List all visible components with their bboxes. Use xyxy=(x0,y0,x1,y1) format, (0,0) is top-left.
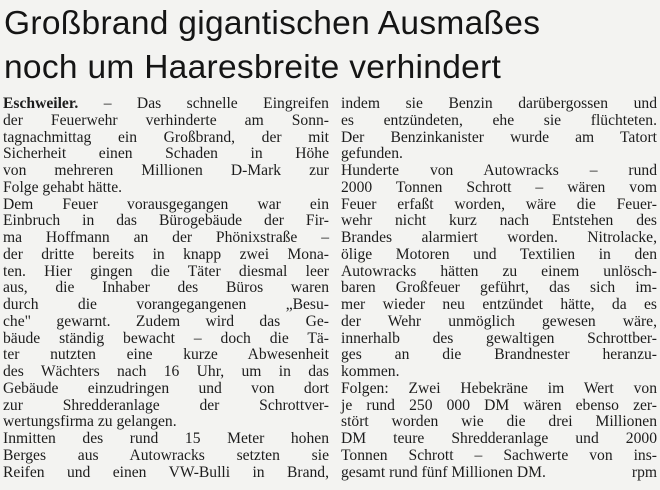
article-line: von mehreren Millionen D-Mark zur xyxy=(3,162,329,179)
dateline: Eschweiler. xyxy=(3,95,79,112)
headline xyxy=(4,2,656,90)
article-line: Berges aus Autowracks setzten sie xyxy=(3,446,329,464)
article-line: DM teure Shredderanlage und 2000 xyxy=(341,430,657,447)
article-line: Reifen und einen VW-Bulli in Brand, xyxy=(3,463,329,481)
article-left-column xyxy=(3,96,329,481)
headline-line-2: noch um Haaresbreite verhindert xyxy=(4,49,502,86)
article-line: indem sie Benzin darübergossen und xyxy=(341,95,657,112)
article-line: Folgen: Zwei Hebekräne im Wert von xyxy=(341,379,657,397)
article-line: wertungsfirma zu gelangen. xyxy=(3,413,177,431)
article-line: bäude ständig bewacht – doch die Tä- xyxy=(3,329,329,347)
article-line: Folge gehabt hätte. xyxy=(3,178,123,196)
article-line: mer wieder neu entzündet hätte, da es xyxy=(341,296,657,313)
article-line: kommen. xyxy=(341,363,400,380)
article-line: zur Shredderanlage der Schrottver- xyxy=(3,396,329,414)
article-line: Sicherheit einen Schaden in Höhe xyxy=(3,145,329,163)
article-line: ges an die Brandnester heranzu- xyxy=(341,346,657,364)
article-line: ter nutzten eine kurze Abwesenheit xyxy=(3,346,329,364)
article-line: Feuer erfaßt worden, wäre die Feuer- xyxy=(341,195,657,213)
article-line: stört worden wie die drei Millionen xyxy=(341,413,657,431)
article-line: durch die vorangegangenen „Besu- xyxy=(3,296,329,313)
article-line: che" gewarnt. Zudem wird das Ge- xyxy=(3,312,329,330)
article-line: Brandes alarmiert worden. Nitrolacke, xyxy=(341,229,657,246)
article-line: wehr nicht kurz nach Entstehen des xyxy=(341,212,657,230)
article-line: Autowracks hätten zu einem unlösch- xyxy=(341,262,657,280)
article-line: der dritte bereits in knapp zwei Mona- xyxy=(3,245,329,263)
article-line: gefunden. xyxy=(341,145,403,163)
article-line: baren Großfeuer geführt, das sich im- xyxy=(341,279,657,297)
article-line: Hunderte von Autowracks – rund xyxy=(341,162,657,179)
article-line: 2000 Tonnen Schrott – wären vom xyxy=(341,178,657,196)
article-line: ölige Motoren und Textilien in den xyxy=(341,245,657,263)
article-line: je rund 250 000 DM wären ebenso zer- xyxy=(341,396,657,414)
article-line: aus, die Inhaber des Büros waren xyxy=(3,279,329,297)
article-line: tagnachmittag ein Großbrand, der mit xyxy=(3,128,329,146)
article-last-line xyxy=(341,465,657,482)
article-line: Der Benzinkanister wurde am Tatort xyxy=(341,128,657,146)
article-line: Inmitten des rund 15 Meter hohen xyxy=(3,430,329,447)
article-right-column xyxy=(341,96,657,481)
article-line: ma Hoffmann an der Phönixstraße – xyxy=(3,229,329,246)
article-line: Dem Feuer vorausgegangen war ein xyxy=(3,195,329,213)
article-line: ten. Hier gingen die Täter diesmal leer xyxy=(3,262,329,280)
author-initials: rpm xyxy=(631,463,657,481)
headline-line-1: Großbrand gigantischen Ausmaßes xyxy=(4,5,541,42)
article-line: der Wehr unmöglich gewesen wäre, xyxy=(341,312,657,330)
article-line: des Wächters nach 16 Uhr, um in das xyxy=(3,363,329,380)
article-line-text: – Das schnelle Eingreifen xyxy=(103,95,329,112)
article-line: Tonnen Schrott – Sachwerte von ins- xyxy=(341,446,657,464)
article-line xyxy=(3,96,329,113)
article-line: Einbruch in das Bürogebäude der Fir- xyxy=(3,212,329,230)
article-line: Gebäude einzudringen und von dort xyxy=(3,379,329,397)
article-line: es entzündeten, ehe sie flüchteten. xyxy=(341,111,657,129)
article-line: der Feuerwehr verhinderte am Sonn- xyxy=(3,111,329,129)
article-line-text: gesamt rund fünf Millionen DM. xyxy=(341,463,546,481)
article-line: innerhalb des gewaltigen Schrottber- xyxy=(341,329,657,347)
